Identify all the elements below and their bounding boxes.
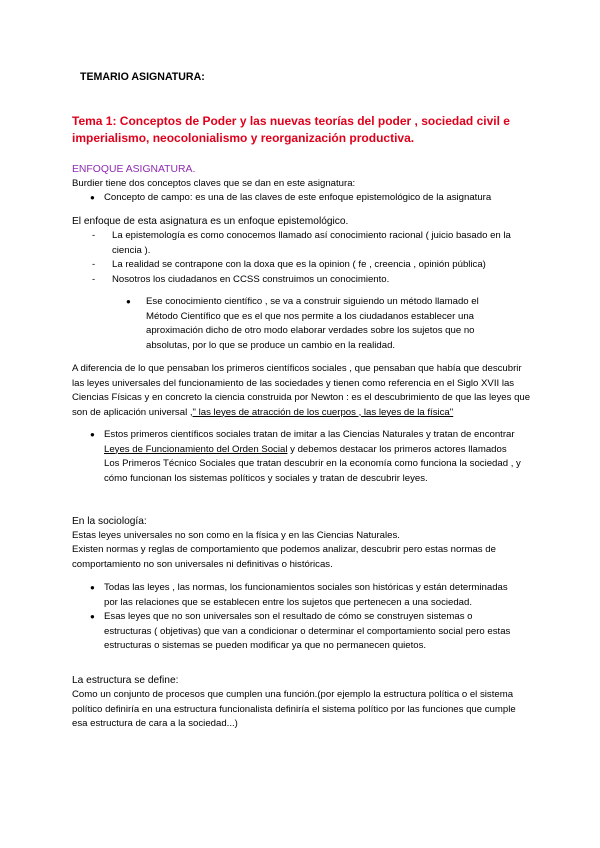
- page-title: TEMARIO ASIGNATURA:: [80, 71, 205, 83]
- estructura-heading: La estructura se define:: [72, 675, 179, 686]
- enfoque-intro: Burdier tiene dos conceptos claves que se dan en este asignatura:: [72, 178, 356, 189]
- sociologia-p1: Estas leyes universales no son como en la física y en las Ciencias Naturales.: [72, 530, 400, 541]
- sociologia-heading: En la sociología:: [72, 516, 147, 527]
- diferencia-bullet-list: [72, 428, 522, 486]
- list-item: ● Ese conocimiento científico , se va a construir siguiendo un método llamado el Método Científico que es el que nos permite a los ciudadanos establecer una aproximación dicho de otro modo elaborar verdades sobre los sujetos que no absolutas, por lo que se produce un cambio en la realidad.: [126, 296, 479, 351]
- bullet-icon: ●: [126, 297, 131, 306]
- dash-icon: -: [92, 273, 96, 285]
- list-item: - Nosotros los ciudadanos en CCSS construimos un conocimiento.: [72, 273, 512, 288]
- tema-1-heading: Tema 1: Conceptos de Poder y las nuevas teorías del poder , sociedad civil e imperialismo, neocolonialismo y reorganización productiva.: [72, 114, 510, 145]
- diferencia-paragraph: A diferencia de lo que pensaban los primeros científicos sociales , que pensaban que había que descubrir las leyes universales del funcionamiento de las sociedades y tienen como referencia en el Siglo XVII las Ciencias Físicas y en concreto la ciencia construida por Newton : es el descubrimiento de que las leyes que son de aplicación universal ," las leyes de atracción de los cuerpos , las leyes de la física": [72, 363, 531, 418]
- list-item: ● Concepto de campo: es una de las claves de este enfoque epistemológico de la asignatura: [72, 191, 532, 206]
- sociologia-bullet-list: [72, 581, 522, 654]
- dash-icon: -: [92, 259, 96, 270]
- enfoque-heading: ENFOQUE ASIGNATURA.: [72, 164, 196, 175]
- enfoque-bullet-list: [72, 191, 532, 206]
- estructura-paragraph: Como un conjunto de procesos que cumplen una función.(por ejemplo la estructura política o el sistema político definiría en una estructura funcionalista definiría el sistema político por las funciones que cumple esa estructura de cara a la sociedad...): [72, 689, 516, 729]
- underlined-phrase: " las leyes de atracción de los cuerpos , las leyes de la física": [192, 406, 454, 418]
- list-item: ● Todas las leyes , las normas, los funcionamientos sociales son históricas y están determinadas por las relaciones que se establecen entre los sujetos que pertenecen a una sociedad.: [90, 582, 508, 608]
- bullet-icon: ●: [90, 193, 95, 202]
- list-item: - La realidad se contrapone con la doxa que es la opinion ( fe , creencia , opinión pública): [72, 258, 512, 273]
- bullet-icon: ●: [90, 612, 95, 621]
- list-item: ● Estos primeros científicos sociales tratan de imitar a las Ciencias Naturales y tratan de encontrar Leyes de Funcionamiento del Orden Social y debemos destacar los primeros actores llamados Los Primeros Técnico Sociales que tratan descubrir en la economía como funciona la sociedad , y cómo funcionan los sistemas políticos y sociales y tratan de descubrir leyes.: [90, 429, 521, 484]
- enfoque-dash-list: [72, 229, 512, 287]
- bullet-icon: ●: [90, 583, 95, 592]
- bullet-icon: ●: [90, 430, 95, 439]
- dash-icon: -: [92, 230, 96, 241]
- list-item: - La epistemología es como conocemos llamado así conocimiento racional ( juicio basado en la ciencia ).: [92, 230, 511, 256]
- nested-bullet-list: [112, 295, 512, 353]
- list-item: ● Esas leyes que no son universales son el resultado de cómo se construyen sistemas o estructuras ( objetivas) que van a condicionar o determinar el comportamiento social pero estas estructuras o sistemas se pueden modificar ya que no permanecen quietos.: [90, 611, 511, 651]
- underlined-link: Leyes de Funcionamiento del Orden Social: [104, 443, 288, 455]
- enfoque-line: El enfoque de esta asignatura es un enfoque epistemológico.: [72, 216, 349, 227]
- sociologia-p2: Existen normas y reglas de comportamiento que podemos analizar, descubrir pero estas normas de comportamiento no son universales ni definitivas o históricas.: [72, 544, 496, 570]
